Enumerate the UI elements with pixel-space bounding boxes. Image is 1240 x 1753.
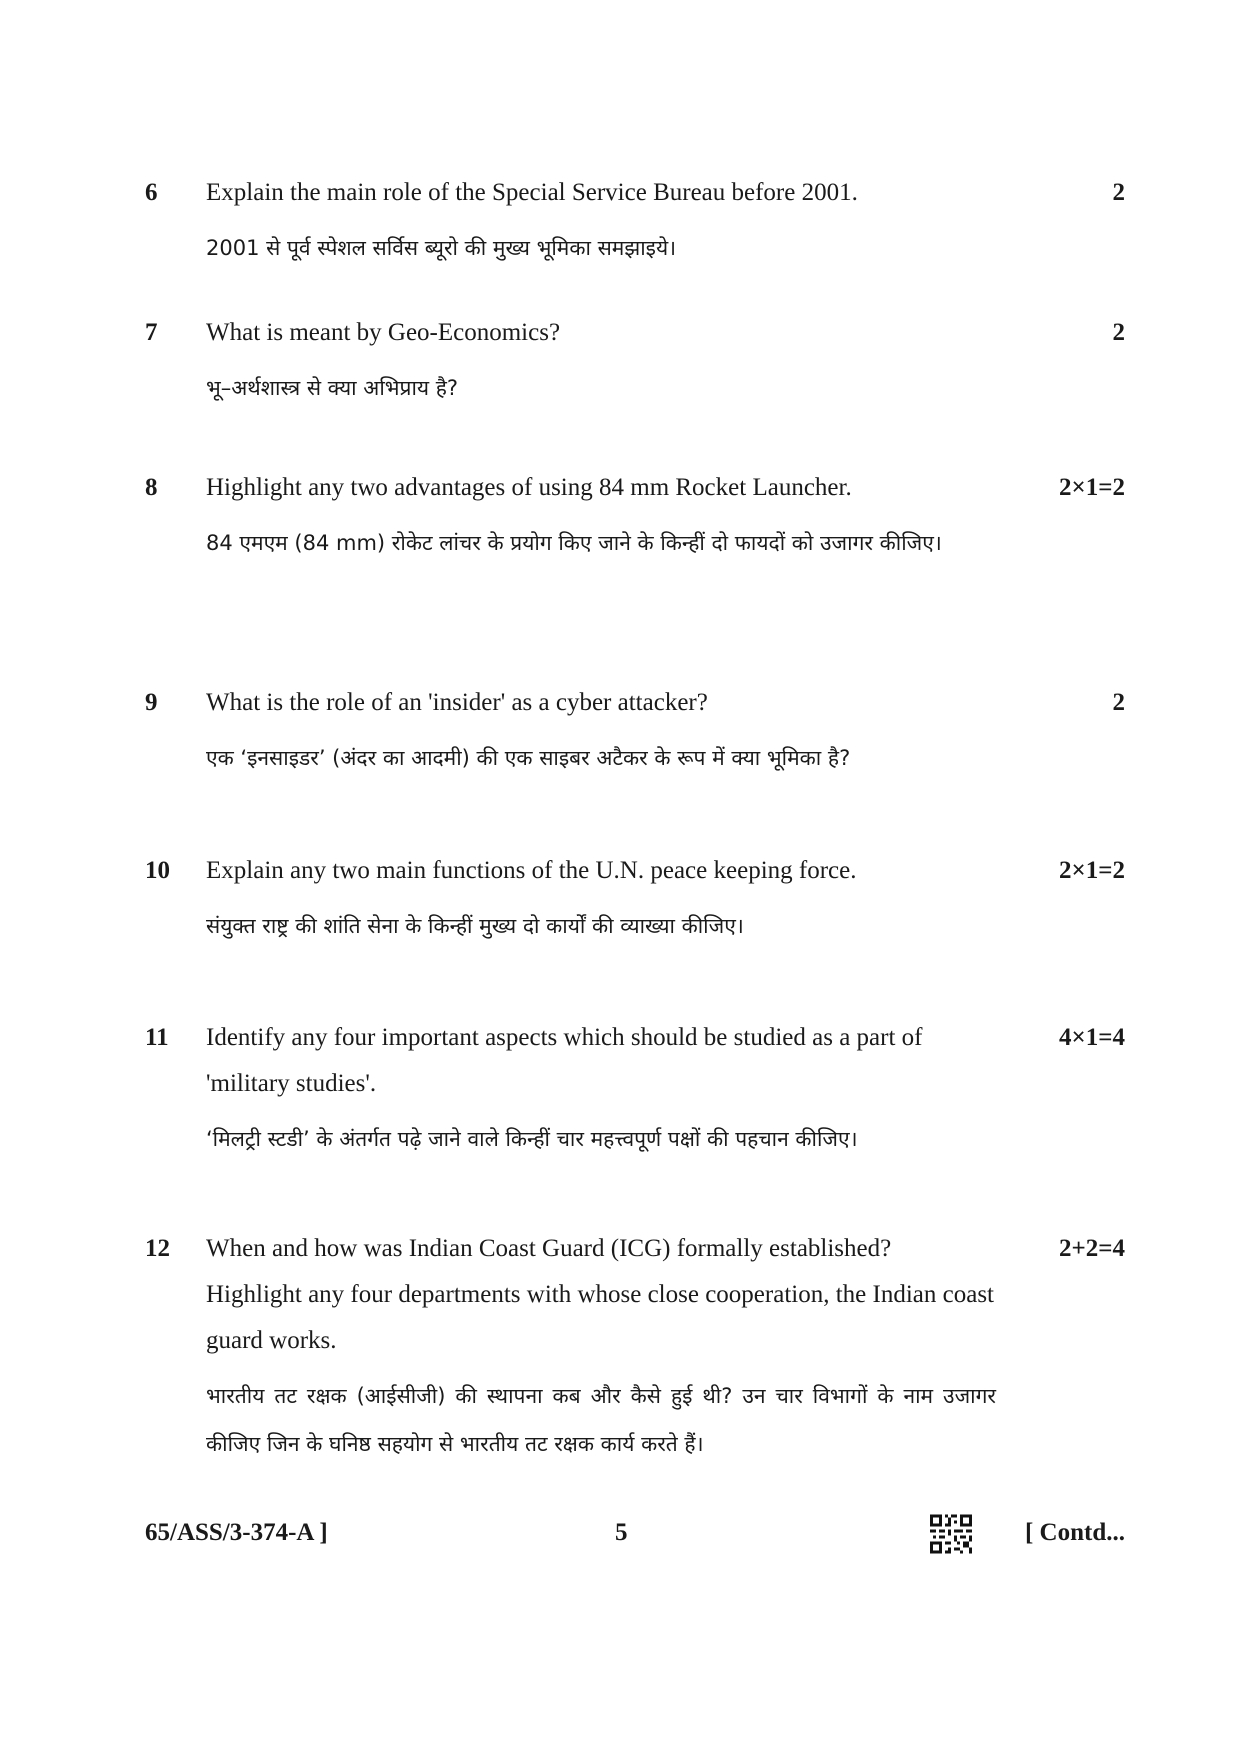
question-marks: 2 xyxy=(1112,319,1125,346)
question-7 xyxy=(145,310,1125,412)
paper-code: 65/ASS/3-374-A ] xyxy=(145,1519,328,1546)
continued-label: [ Contd... xyxy=(1024,1519,1125,1546)
question-number: 7 xyxy=(145,319,158,346)
question-10 xyxy=(145,848,1125,950)
question-text-english: Explain any two main functions of the U.N. peace keeping force. xyxy=(206,857,857,884)
question-text-english: Identify any four important aspects which should be studied as a part of 'military studies'. xyxy=(206,1024,923,1097)
question-text-english: What is the role of an 'insider' as a cyber attacker? xyxy=(206,689,708,716)
question-text-hindi: ‘मिलट्री स्टडी’ के अंतर्गत पढ़े जाने वाले किन्हीं चार महत्त्वपूर्ण पक्षों की पहचान कीजिए। xyxy=(206,1127,858,1151)
question-text-hindi: 84 एमएम (84 mm) रोकेट लांचर के प्रयोग किए जाने के किन्हीं दो फायदों को उजागर कीजिए। xyxy=(206,531,942,555)
question-number: 6 xyxy=(145,179,158,206)
question-text-english: What is meant by Geo-Economics? xyxy=(206,319,561,346)
question-marks: 4×1=4 xyxy=(1059,1024,1125,1051)
question-number: 9 xyxy=(145,689,158,716)
question-text-hindi: भारतीय तट रक्षक (आईसीजी) की स्थापना कब और कैसे हुई थी? उन चार विभागों के नाम उजागर कीजिए जिन के घनिष्ठ सहयोग से भारतीय तट रक्षक कार्य करते हैं। xyxy=(206,1384,996,1456)
question-text-hindi: संयुक्त राष्ट्र की शांति सेना के किन्हीं मुख्य दो कार्यों की व्याख्या कीजिए। xyxy=(206,914,744,938)
question-marks: 2+2=4 xyxy=(1059,1235,1125,1262)
page-footer xyxy=(145,1510,1125,1556)
question-marks: 2×1=2 xyxy=(1059,857,1125,884)
question-text-english: When and how was Indian Coast Guard (ICG) formally established? xyxy=(206,1235,892,1262)
question-marks: 2×1=2 xyxy=(1059,474,1125,501)
question-text-english-part-2: Highlight any four departments with whose close cooperation, the Indian coast guard works. xyxy=(206,1281,994,1354)
question-marks: 2 xyxy=(1112,689,1125,716)
question-number: 10 xyxy=(145,857,170,884)
question-number: 8 xyxy=(145,474,158,501)
question-text-english: Highlight any two advantages of using 84 mm Rocket Launcher. xyxy=(206,474,852,501)
page-number: 5 xyxy=(615,1519,628,1546)
question-text-hindi: 2001 से पूर्व स्पेशल सर्विस ब्यूरो की मुख्य भूमिका समझाइये। xyxy=(206,236,677,260)
question-marks: 2 xyxy=(1112,179,1125,206)
question-6 xyxy=(145,170,1125,272)
question-11 xyxy=(145,1015,1125,1163)
question-text-english: Explain the main role of the Special Service Bureau before 2001. xyxy=(206,179,858,206)
question-8 xyxy=(145,465,1125,567)
question-9 xyxy=(145,680,1125,782)
question-text-hindi: भू–अर्थशास्त्र से क्या अभिप्राय है? xyxy=(206,376,459,400)
question-12 xyxy=(145,1226,1125,1468)
question-text-hindi: एक ‘इनसाइडर’ (अंदर का आदमी) की एक साइबर अटैकर के रूप में क्या भूमिका है? xyxy=(206,746,851,770)
question-number: 11 xyxy=(145,1024,169,1051)
question-number: 12 xyxy=(145,1235,170,1262)
qr-code-icon xyxy=(930,1514,972,1554)
